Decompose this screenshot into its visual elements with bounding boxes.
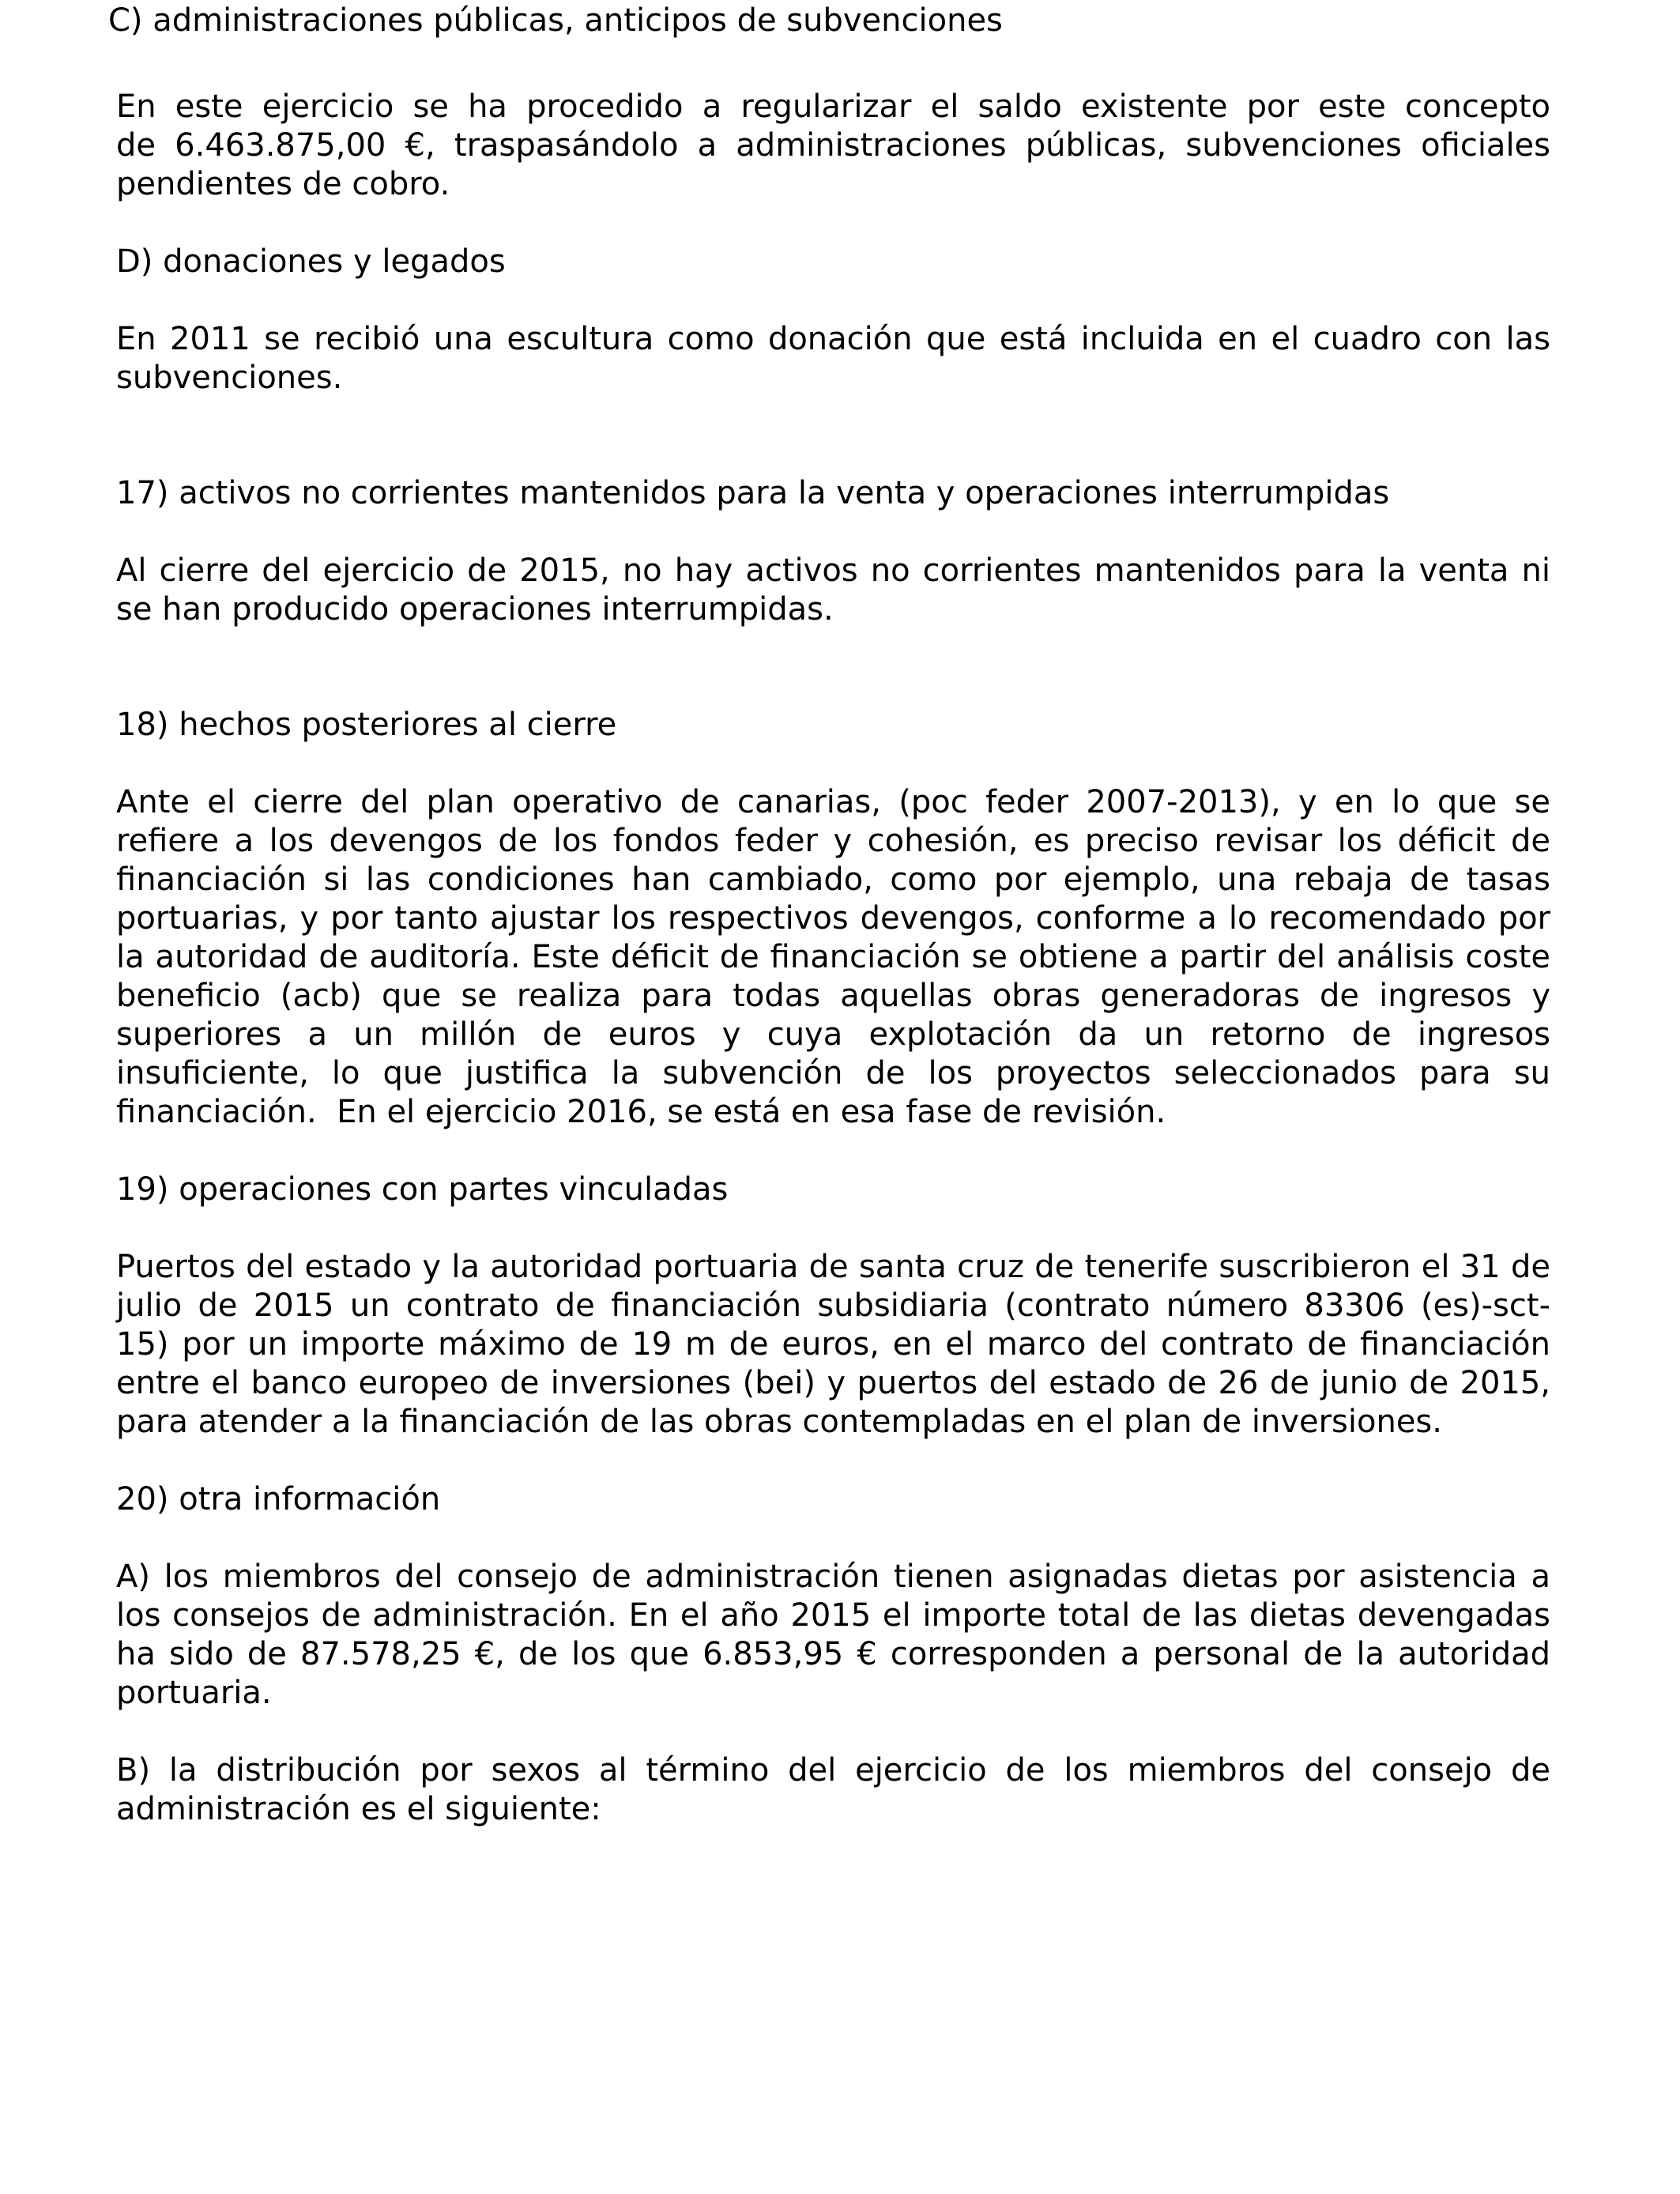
section-19-heading: 19) operaciones con partes vinculadas xyxy=(116,1171,729,1208)
section-18-line-2: refiere a los devengos de los fondos feder y cohesión, es preciso revisar los déficit de xyxy=(116,823,1550,859)
section-20-a-line-4: portuaria. xyxy=(116,1675,272,1711)
section-19-line-5: para atender a la financiación de las obras contempladas en el plan de inversiones. xyxy=(116,1404,1442,1440)
section-19-line-3: 15) por un importe máximo de 19 m de euros, en el marco del contrato de financiación xyxy=(116,1326,1550,1363)
section-18-heading: 18) hechos posteriores al cierre xyxy=(116,707,617,743)
section-18-line-1: Ante el cierre del plan operativo de canarias, (poc feder 2007-2013), y en lo que se xyxy=(116,784,1550,820)
section-18-line-6: beneficio (acb) que se realiza para todas aquellas obras generadoras de ingresos y xyxy=(116,978,1550,1014)
section-18-line-4: portuarias, y por tanto ajustar los respectivos devengos, conforme a lo recomendado por xyxy=(116,900,1550,937)
section-18-line-7: superiores a un millón de euros y cuya explotación da un retorno de ingresos xyxy=(116,1016,1550,1053)
section-c-line-2: de 6.463.875,00 €, traspasándolo a administraciones públicas, subvenciones oficiales xyxy=(116,127,1550,164)
section-d-heading: D) donaciones y legados xyxy=(116,243,506,280)
section-18-line-5: la autoridad de auditoría. Este déficit de financiación se obtiene a partir del análisis coste xyxy=(116,939,1550,975)
section-17-line-1: Al cierre del ejercicio de 2015, no hay activos no corrientes mantenidos para la venta ni xyxy=(116,552,1550,589)
section-c-line-3: pendientes de cobro. xyxy=(116,166,450,202)
section-17-heading: 17) activos no corrientes mantenidos para la venta y operaciones interrumpidas xyxy=(116,475,1390,511)
section-20-a-line-1: A) los miembros del consejo de administración tienen asignadas dietas por asistencia a xyxy=(116,1559,1550,1595)
section-20-a-line-3: ha sido de 87.578,25 €, de los que 6.853,95 € corresponden a personal de la autoridad xyxy=(116,1636,1550,1672)
section-d-line-1: En 2011 se recibió una escultura como donación que está incluida en el cuadro con las xyxy=(116,321,1550,357)
section-19-line-2: julio de 2015 un contrato de financiación subsidiaria (contrato número 83306 (es)-sct- xyxy=(116,1287,1550,1324)
section-20-a-line-2: los consejos de administración. En el año 2015 el importe total de las dietas devengadas xyxy=(116,1597,1550,1634)
section-17-line-2: se han producido operaciones interrumpidas. xyxy=(116,591,834,628)
section-18-line-9: financiación. En el ejercicio 2016, se está en esa fase de revisión. xyxy=(116,1094,1166,1130)
section-19-line-1: Puertos del estado y la autoridad portuaria de santa cruz de tenerife suscribieron el 31 de xyxy=(116,1249,1550,1285)
section-19-line-4: entre el banco europeo de inversiones (bei) y puertos del estado de 26 de junio de 2015, xyxy=(116,1365,1550,1401)
section-20-b-line-2: administración es el siguiente: xyxy=(116,1791,601,1827)
section-18-line-3: financiación si las condiciones han cambiado, como por ejemplo, una rebaja de tasas xyxy=(116,861,1550,898)
section-d-line-2: subvenciones. xyxy=(116,360,343,396)
section-20-heading: 20) otra información xyxy=(116,1481,441,1517)
section-20-b-line-1: B) la distribución por sexos al término del ejercicio de los miembros del consejo de xyxy=(116,1752,1550,1789)
section-18-line-8: insuficiente, lo que justifica la subvención de los proyectos seleccionados para su xyxy=(116,1055,1550,1091)
section-c-heading: C) administraciones públicas, anticipos de subvenciones xyxy=(108,2,1003,39)
section-c-line-1: En este ejercicio se ha procedido a regularizar el saldo existente por este concepto xyxy=(116,89,1550,125)
